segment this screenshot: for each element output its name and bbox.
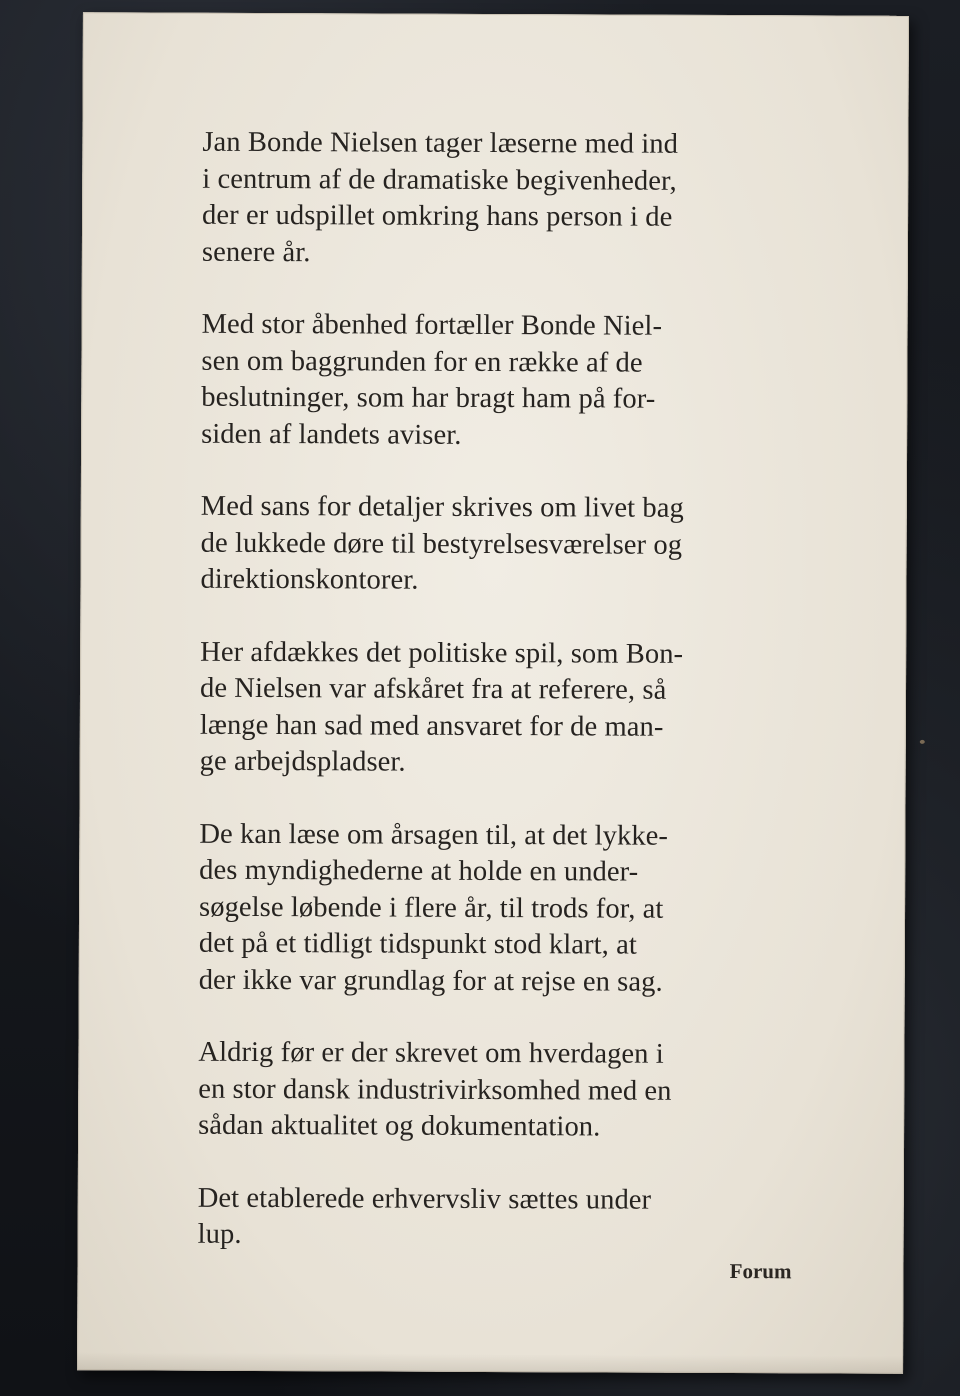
blurb-line: Det etablerede erhvervsliv sættes under xyxy=(197,1182,652,1216)
blurb-line: Med stor åbenhed fortæller Bonde Niel- xyxy=(201,308,663,342)
blurb-line: siden af landets aviser. xyxy=(201,418,462,451)
blurb-line: der er udspillet omkring hans person i de xyxy=(202,199,673,233)
blurb-line: længe han sad med ansvaret for de man- xyxy=(199,709,664,743)
blurb-line: de lukkede døre til bestyrelsesværelser og xyxy=(200,527,683,561)
blurb-line: lup. xyxy=(197,1218,242,1250)
blurb-line: Her afdækkes det politiske spil, som Bon- xyxy=(200,636,684,670)
blurb-line: søgelse løbende i flere år, til trods for, at xyxy=(198,891,664,925)
blurb-paragraph xyxy=(201,307,842,456)
publisher-name: Forum xyxy=(729,1259,792,1284)
blurb-line: en stor dansk industrivirksomhed med en xyxy=(198,1073,672,1107)
blurb-line: der ikke var grundlag for at rejse en sag. xyxy=(198,964,663,998)
blurb-line: senere år. xyxy=(201,236,311,268)
blurb-line: i centrum af de dramatiske begivenheder, xyxy=(202,163,677,197)
paper-speck xyxy=(920,740,925,744)
blurb-paragraph xyxy=(202,125,843,274)
blurb-line: sådan aktualitet og dokumentation. xyxy=(198,1109,601,1143)
blurb-paragraph xyxy=(198,1180,838,1256)
blurb-line: det på et tidligt tidspunkt stod klart, at xyxy=(198,927,637,961)
book-back-cover xyxy=(77,12,909,1374)
blurb-line: Aldrig før er der skrevet om hverdagen i xyxy=(198,1036,664,1070)
blurb-paragraph xyxy=(198,1035,838,1147)
blurb-paragraph xyxy=(200,489,840,601)
blurb-paragraph xyxy=(200,634,841,783)
blurb-paragraph xyxy=(199,816,840,1001)
blurb-text xyxy=(197,125,842,1292)
blurb-line: De kan læse om årsagen til, at det lykke- xyxy=(199,818,669,852)
blurb-line: de Nielsen var afskåret fra at referere, så xyxy=(199,672,667,706)
blurb-line: Med sans for detaljer skrives om livet bag xyxy=(200,490,684,524)
blurb-line: Jan Bonde Nielsen tager læserne med ind xyxy=(202,126,679,160)
blurb-line: direktionskontorer. xyxy=(200,563,419,596)
blurb-line: des myndighederne at holde en under- xyxy=(199,854,639,888)
blurb-line: beslutninger, som har bragt ham på for- xyxy=(201,381,656,415)
blurb-line: sen om baggrunden for en række af de xyxy=(201,345,643,379)
blurb-line: ge arbejdspladser. xyxy=(199,745,406,778)
